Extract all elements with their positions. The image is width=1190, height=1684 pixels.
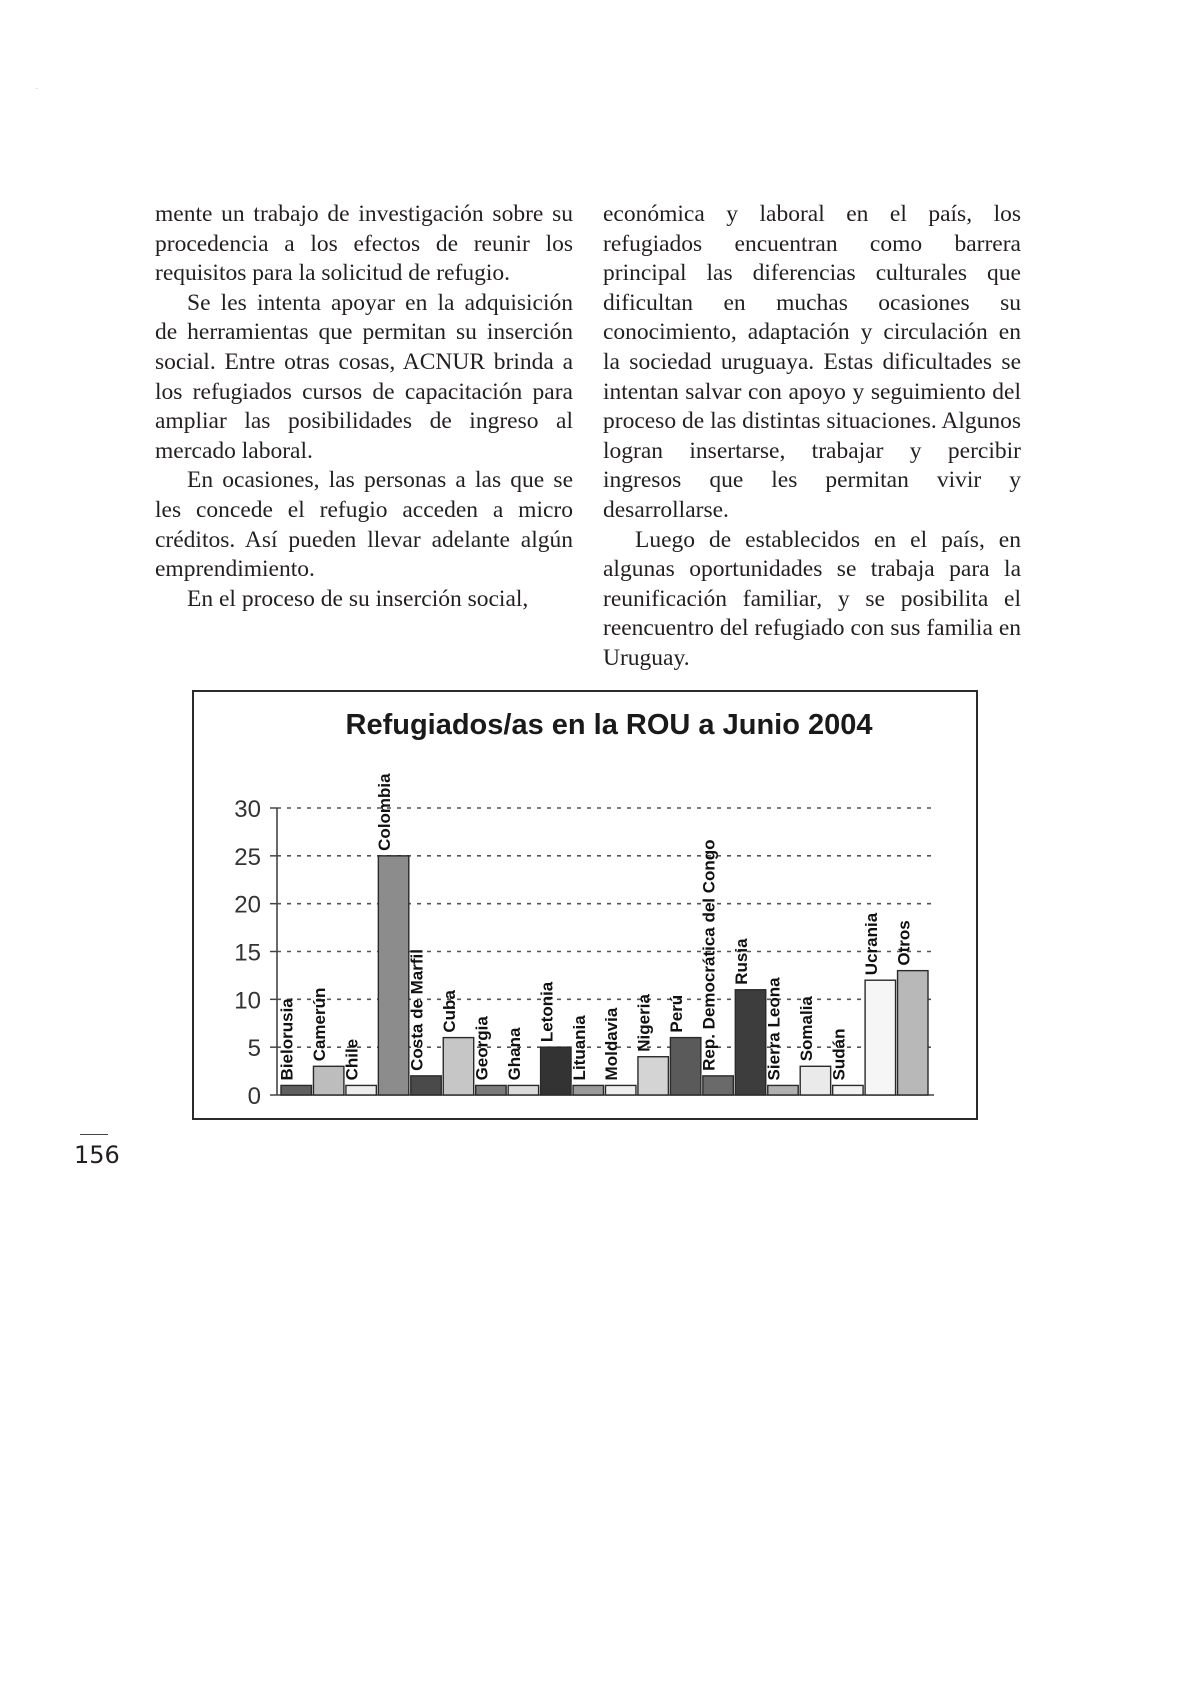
paragraph: económica y laboral en el país, los refugiados encuentran como barrera principal las diferencias culturales que dificultan en muchas ocasiones su conocimiento, adaptación y circulación en la sociedad uruguaya. Estas dificultades se intentan salvar con apoyo y seguimiento del proceso de las distintas situaciones. Algunos logran insertarse, trabajar y percibir ingresos que les permitan vivir y desarrollarse. bbox=[603, 201, 1021, 523]
bar-labels bbox=[278, 773, 914, 1081]
chart-title: Refugiados/as en la ROU a Junio 2004 bbox=[345, 709, 873, 741]
paragraph: mente un trabajo de investigación sobre su procedencia a los efectos de reunir los requisitos para la solicitud de refugio. bbox=[155, 201, 573, 287]
bar-label: Cuba bbox=[439, 990, 459, 1033]
bar bbox=[313, 1066, 343, 1095]
bar bbox=[768, 1085, 798, 1095]
bar bbox=[541, 1047, 571, 1095]
paragraph: En el proceso de su inserción social, bbox=[187, 585, 529, 612]
bar-label: Nigeria bbox=[634, 994, 654, 1052]
y-tick-label: 5 bbox=[247, 1035, 261, 1063]
y-tick-label: 10 bbox=[234, 987, 261, 1015]
bar-label: Camerún bbox=[310, 987, 330, 1062]
bar-label: Letonia bbox=[537, 981, 557, 1043]
bar-label: Ucrania bbox=[861, 912, 881, 976]
bar bbox=[281, 1085, 311, 1095]
bar-label: Georgia bbox=[472, 1016, 492, 1081]
bar bbox=[638, 1057, 668, 1095]
bar bbox=[411, 1076, 441, 1095]
bar bbox=[735, 990, 765, 1095]
text-column-left bbox=[155, 200, 573, 614]
bar-label: Perú bbox=[667, 994, 687, 1033]
corner-mark: . bbox=[36, 84, 38, 91]
refugees-bar-chart bbox=[192, 690, 978, 1120]
bar-label: Moldavia bbox=[602, 1007, 622, 1081]
chart-canvas bbox=[194, 692, 976, 1118]
bar-label: Colombia bbox=[375, 773, 395, 851]
bar bbox=[833, 1085, 863, 1095]
bar bbox=[606, 1085, 636, 1095]
bar-label: Costa de Marfil bbox=[407, 949, 427, 1071]
bar-label: Otros bbox=[894, 920, 914, 966]
paragraph: Se les intenta apoyar en la adquisición de herramientas que permitan su inserción social. Entre otras cosas, ACNUR brinda a los refugiados cursos de capacitación para ampliar las posibilidades de ingreso al mercado laboral. bbox=[155, 289, 573, 464]
bar bbox=[670, 1038, 700, 1095]
y-tick-label: 25 bbox=[234, 843, 261, 871]
page-number: 156 bbox=[74, 1141, 120, 1169]
bar-label: Somalia bbox=[796, 996, 816, 1062]
bar bbox=[573, 1085, 603, 1095]
text-column-right bbox=[603, 200, 1021, 674]
bar-label: Rusia bbox=[732, 938, 752, 985]
y-tick-label: 30 bbox=[234, 796, 261, 823]
bar bbox=[508, 1085, 538, 1095]
bar bbox=[476, 1085, 506, 1095]
bar-label: Bielorusia bbox=[277, 998, 297, 1081]
bar bbox=[378, 856, 408, 1095]
bar bbox=[346, 1085, 376, 1095]
y-tick-label: 20 bbox=[234, 891, 261, 919]
bar bbox=[703, 1076, 733, 1095]
bar bbox=[443, 1038, 473, 1095]
bar-label: Sierra Leona bbox=[764, 977, 784, 1081]
bar bbox=[800, 1066, 830, 1095]
bar bbox=[898, 971, 928, 1095]
bar-label: Chile bbox=[342, 1038, 362, 1081]
paragraph: Luego de establecidos en el país, en algunas oportunidades se trabaja para la reunificación familiar, y se posibilita el reencuentro del refugiado con sus familia en Uruguay. bbox=[603, 526, 1021, 671]
bar-label: Sudán bbox=[829, 1028, 849, 1081]
bar-label: Rep. Democrática del Congo bbox=[699, 839, 719, 1071]
bar bbox=[865, 980, 895, 1095]
page-number-rule bbox=[80, 1134, 108, 1135]
bar-label: Lituania bbox=[569, 1015, 589, 1081]
bar-label: Ghana bbox=[504, 1027, 524, 1081]
paragraph: En ocasiones, las personas a las que se les concede el refugio acceden a micro créditos. Así pueden llevar adelante algún emprendimiento. bbox=[155, 467, 573, 583]
y-tick-label: 15 bbox=[234, 939, 261, 967]
y-tick-label: 0 bbox=[247, 1083, 261, 1110]
